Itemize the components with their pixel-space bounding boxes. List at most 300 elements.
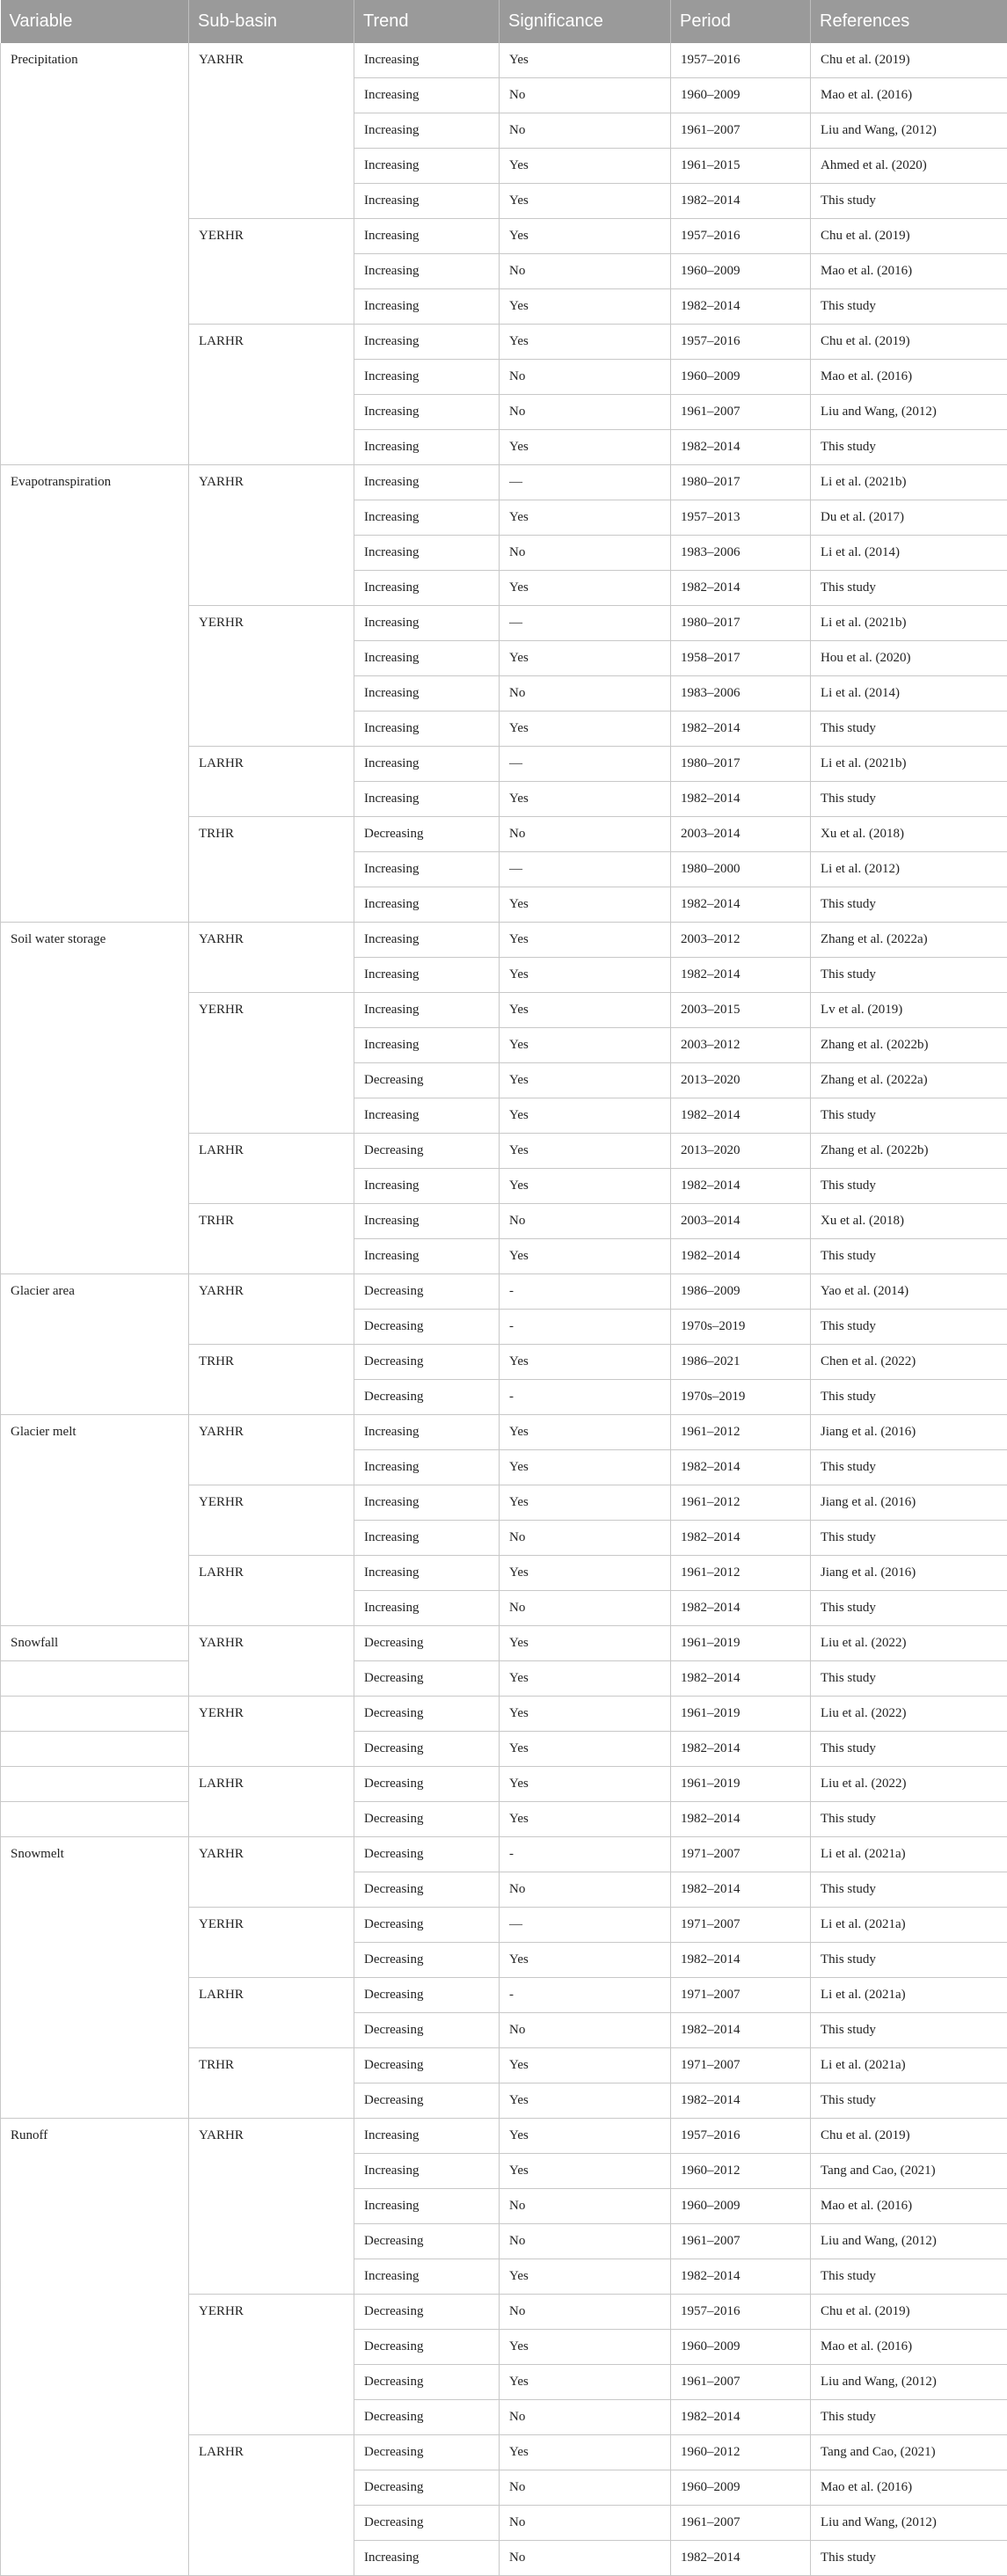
significance-cell: Yes bbox=[500, 1450, 671, 1485]
header-references: References bbox=[811, 0, 1007, 43]
reference-cell: Chu et al. (2019) bbox=[811, 2295, 1007, 2330]
period-cell: 1961–2007 bbox=[671, 395, 811, 430]
significance-cell: No bbox=[500, 2295, 671, 2330]
trend-cell: Decreasing bbox=[354, 1134, 500, 1169]
significance-cell: Yes bbox=[500, 2259, 671, 2295]
reference-cell: This study bbox=[811, 289, 1007, 325]
trend-cell: Decreasing bbox=[354, 1767, 500, 1802]
reference-cell: This study bbox=[811, 712, 1007, 747]
variable-cell: Precipitation bbox=[1, 43, 189, 465]
reference-cell: This study bbox=[811, 1872, 1007, 1908]
reference-cell: Zhang et al. (2022a) bbox=[811, 923, 1007, 958]
trend-cell: Increasing bbox=[354, 113, 500, 149]
period-cell: 1982–2014 bbox=[671, 887, 811, 923]
significance-cell: — bbox=[500, 465, 671, 500]
reference-cell: Liu et al. (2022) bbox=[811, 1697, 1007, 1732]
significance-cell: No bbox=[500, 817, 671, 852]
reference-cell: Mao et al. (2016) bbox=[811, 360, 1007, 395]
reference-cell: Du et al. (2017) bbox=[811, 500, 1007, 536]
trend-cell: Increasing bbox=[354, 923, 500, 958]
significance-cell: - bbox=[500, 1310, 671, 1345]
period-cell: 2003–2012 bbox=[671, 1028, 811, 1063]
period-cell: 1982–2014 bbox=[671, 289, 811, 325]
reference-cell: Li et al. (2014) bbox=[811, 536, 1007, 571]
trend-cell: Decreasing bbox=[354, 2013, 500, 2048]
significance-cell: Yes bbox=[500, 1028, 671, 1063]
variable-cell: Runoff bbox=[1, 2119, 189, 2576]
reference-cell: This study bbox=[811, 1591, 1007, 1626]
trend-cell: Decreasing bbox=[354, 2224, 500, 2259]
trend-cell: Increasing bbox=[354, 747, 500, 782]
period-cell: 2013–2020 bbox=[671, 1063, 811, 1098]
trend-cell: Increasing bbox=[354, 2119, 500, 2154]
reference-cell: This study bbox=[811, 1802, 1007, 1837]
reference-cell: Li et al. (2021a) bbox=[811, 1908, 1007, 1943]
sub-basin-cell: YERHR bbox=[189, 1908, 354, 1978]
reference-cell: Chu et al. (2019) bbox=[811, 219, 1007, 254]
sub-basin-cell: LARHR bbox=[189, 1978, 354, 2048]
reference-cell: Xu et al. (2018) bbox=[811, 817, 1007, 852]
significance-cell: No bbox=[500, 2013, 671, 2048]
significance-cell: Yes bbox=[500, 500, 671, 536]
period-cell: 1982–2014 bbox=[671, 571, 811, 606]
period-cell: 1982–2014 bbox=[671, 1802, 811, 1837]
trend-cell: Decreasing bbox=[354, 1943, 500, 1978]
trend-cell: Increasing bbox=[354, 1098, 500, 1134]
significance-cell: Yes bbox=[500, 1169, 671, 1204]
variable-cell: Glacier melt bbox=[1, 1415, 189, 1626]
significance-cell: Yes bbox=[500, 923, 671, 958]
reference-cell: Xu et al. (2018) bbox=[811, 1204, 1007, 1239]
significance-cell: Yes bbox=[500, 641, 671, 676]
reference-cell: Liu and Wang, (2012) bbox=[811, 2365, 1007, 2400]
reference-cell: Li et al. (2021b) bbox=[811, 747, 1007, 782]
trend-cell: Decreasing bbox=[354, 1978, 500, 2013]
significance-cell: Yes bbox=[500, 184, 671, 219]
significance-cell: Yes bbox=[500, 1485, 671, 1521]
reference-cell: Zhang et al. (2022b) bbox=[811, 1134, 1007, 1169]
significance-cell: No bbox=[500, 78, 671, 113]
significance-cell: Yes bbox=[500, 1802, 671, 1837]
period-cell: 2003–2014 bbox=[671, 1204, 811, 1239]
header-period: Period bbox=[671, 0, 811, 43]
sub-basin-cell: YARHR bbox=[189, 1415, 354, 1485]
variable-cell: Evapotranspiration bbox=[1, 465, 189, 923]
reference-cell: Liu and Wang, (2012) bbox=[811, 395, 1007, 430]
significance-cell: No bbox=[500, 2541, 671, 2576]
significance-cell: Yes bbox=[500, 1063, 671, 1098]
period-cell: 1982–2014 bbox=[671, 1098, 811, 1134]
reference-cell: This study bbox=[811, 1239, 1007, 1274]
reference-cell: Jiang et al. (2016) bbox=[811, 1485, 1007, 1521]
sub-basin-cell: YARHR bbox=[189, 1626, 354, 1697]
sub-basin-cell: TRHR bbox=[189, 817, 354, 923]
reference-cell: Tang and Cao, (2021) bbox=[811, 2435, 1007, 2470]
period-cell: 1982–2014 bbox=[671, 1872, 811, 1908]
trend-cell: Decreasing bbox=[354, 1732, 500, 1767]
reference-cell: Hou et al. (2020) bbox=[811, 641, 1007, 676]
trend-cell: Increasing bbox=[354, 219, 500, 254]
period-cell: 1958–2017 bbox=[671, 641, 811, 676]
significance-cell: Yes bbox=[500, 219, 671, 254]
trend-cell: Decreasing bbox=[354, 817, 500, 852]
trend-cell: Increasing bbox=[354, 958, 500, 993]
significance-cell: Yes bbox=[500, 289, 671, 325]
header-sub-basin: Sub-basin bbox=[189, 0, 354, 43]
trend-cell: Increasing bbox=[354, 2189, 500, 2224]
reference-cell: This study bbox=[811, 1169, 1007, 1204]
variable-cell-empty bbox=[1, 1661, 189, 1697]
sub-basin-cell: LARHR bbox=[189, 1556, 354, 1626]
significance-cell: Yes bbox=[500, 958, 671, 993]
period-cell: 1983–2006 bbox=[671, 676, 811, 712]
reference-cell: Liu and Wang, (2012) bbox=[811, 2224, 1007, 2259]
period-cell: 1971–2007 bbox=[671, 1908, 811, 1943]
variable-cell-empty bbox=[1, 1767, 189, 1802]
trend-cell: Decreasing bbox=[354, 2435, 500, 2470]
period-cell: 1982–2014 bbox=[671, 1450, 811, 1485]
period-cell: 1961–2012 bbox=[671, 1485, 811, 1521]
period-cell: 1961–2007 bbox=[671, 2365, 811, 2400]
significance-cell: No bbox=[500, 1204, 671, 1239]
trend-cell: Increasing bbox=[354, 1239, 500, 1274]
period-cell: 1982–2014 bbox=[671, 712, 811, 747]
trend-cell: Decreasing bbox=[354, 1380, 500, 1415]
significance-cell: No bbox=[500, 1872, 671, 1908]
table-row bbox=[1, 1661, 1007, 1697]
period-cell: 1982–2014 bbox=[671, 1661, 811, 1697]
significance-cell: - bbox=[500, 1978, 671, 2013]
table-row bbox=[1, 923, 1007, 958]
significance-cell: Yes bbox=[500, 430, 671, 465]
trend-cell: Decreasing bbox=[354, 1063, 500, 1098]
significance-cell: Yes bbox=[500, 2083, 671, 2119]
reference-cell: This study bbox=[811, 1521, 1007, 1556]
table-row bbox=[1, 1837, 1007, 1872]
reference-cell: This study bbox=[811, 1450, 1007, 1485]
reference-cell: Mao et al. (2016) bbox=[811, 2470, 1007, 2506]
trend-cell: Increasing bbox=[354, 465, 500, 500]
significance-cell: No bbox=[500, 536, 671, 571]
period-cell: 1960–2009 bbox=[671, 2330, 811, 2365]
trend-cell: Increasing bbox=[354, 782, 500, 817]
period-cell: 1980–2000 bbox=[671, 852, 811, 887]
reference-cell: Zhang et al. (2022a) bbox=[811, 1063, 1007, 1098]
period-cell: 1960–2009 bbox=[671, 254, 811, 289]
table-row bbox=[1, 1626, 1007, 1661]
period-cell: 1960–2009 bbox=[671, 2189, 811, 2224]
significance-cell: Yes bbox=[500, 325, 671, 360]
significance-cell: No bbox=[500, 254, 671, 289]
trend-cell: Decreasing bbox=[354, 1697, 500, 1732]
significance-cell: No bbox=[500, 2224, 671, 2259]
reference-cell: Li et al. (2021a) bbox=[811, 2048, 1007, 2083]
period-cell: 1970s–2019 bbox=[671, 1310, 811, 1345]
period-cell: 2013–2020 bbox=[671, 1134, 811, 1169]
variable-cell-empty bbox=[1, 1732, 189, 1767]
period-cell: 1961–2007 bbox=[671, 2506, 811, 2541]
reference-cell: This study bbox=[811, 1098, 1007, 1134]
trend-cell: Decreasing bbox=[354, 2470, 500, 2506]
trend-cell: Increasing bbox=[354, 360, 500, 395]
period-cell: 1986–2009 bbox=[671, 1274, 811, 1310]
sub-basin-cell: YARHR bbox=[189, 1837, 354, 1908]
significance-cell: Yes bbox=[500, 1556, 671, 1591]
trend-cell: Increasing bbox=[354, 1415, 500, 1450]
period-cell: 1961–2012 bbox=[671, 1415, 811, 1450]
significance-cell: Yes bbox=[500, 993, 671, 1028]
significance-cell: Yes bbox=[500, 1415, 671, 1450]
period-cell: 1960–2009 bbox=[671, 78, 811, 113]
reference-cell: Jiang et al. (2016) bbox=[811, 1415, 1007, 1450]
period-cell: 2003–2015 bbox=[671, 993, 811, 1028]
significance-cell: Yes bbox=[500, 571, 671, 606]
period-cell: 1960–2012 bbox=[671, 2154, 811, 2189]
significance-cell: Yes bbox=[500, 1732, 671, 1767]
trend-cell: Increasing bbox=[354, 78, 500, 113]
trend-cell: Decreasing bbox=[354, 1837, 500, 1872]
trend-cell: Decreasing bbox=[354, 2365, 500, 2400]
sub-basin-cell: YARHR bbox=[189, 2119, 354, 2295]
reference-cell: Mao et al. (2016) bbox=[811, 78, 1007, 113]
period-cell: 1982–2014 bbox=[671, 2013, 811, 2048]
significance-cell: — bbox=[500, 1908, 671, 1943]
significance-cell: Yes bbox=[500, 1134, 671, 1169]
trend-cell: Decreasing bbox=[354, 2295, 500, 2330]
sub-basin-cell: LARHR bbox=[189, 1767, 354, 1837]
significance-cell: No bbox=[500, 676, 671, 712]
significance-cell: Yes bbox=[500, 1943, 671, 1978]
period-cell: 1982–2014 bbox=[671, 2083, 811, 2119]
sub-basin-cell: LARHR bbox=[189, 1134, 354, 1204]
period-cell: 1961–2019 bbox=[671, 1626, 811, 1661]
trend-cell: Increasing bbox=[354, 1204, 500, 1239]
sub-basin-cell: LARHR bbox=[189, 325, 354, 465]
table-header bbox=[1, 0, 1007, 43]
period-cell: 1980–2017 bbox=[671, 465, 811, 500]
reference-cell: Ahmed et al. (2020) bbox=[811, 149, 1007, 184]
header-row bbox=[1, 0, 1007, 43]
trend-cell: Decreasing bbox=[354, 1872, 500, 1908]
period-cell: 1982–2014 bbox=[671, 782, 811, 817]
period-cell: 1982–2014 bbox=[671, 2259, 811, 2295]
table-body bbox=[1, 43, 1007, 2576]
period-cell: 1960–2009 bbox=[671, 2470, 811, 2506]
reference-cell: Chen et al. (2022) bbox=[811, 1345, 1007, 1380]
significance-cell: Yes bbox=[500, 1098, 671, 1134]
trend-cell: Decreasing bbox=[354, 2506, 500, 2541]
sub-basin-cell: TRHR bbox=[189, 1204, 354, 1274]
trend-cell: Decreasing bbox=[354, 1626, 500, 1661]
reference-cell: This study bbox=[811, 1661, 1007, 1697]
period-cell: 1982–2014 bbox=[671, 1943, 811, 1978]
reference-cell: Li et al. (2021b) bbox=[811, 465, 1007, 500]
significance-cell: No bbox=[500, 395, 671, 430]
period-cell: 1971–2007 bbox=[671, 2048, 811, 2083]
trend-cell: Increasing bbox=[354, 1485, 500, 1521]
variable-cell: Glacier area bbox=[1, 1274, 189, 1415]
trend-cell: Increasing bbox=[354, 1521, 500, 1556]
sub-basin-cell: YARHR bbox=[189, 465, 354, 606]
significance-cell: Yes bbox=[500, 2048, 671, 2083]
reference-cell: Liu and Wang, (2012) bbox=[811, 113, 1007, 149]
significance-cell: Yes bbox=[500, 1767, 671, 1802]
period-cell: 1980–2017 bbox=[671, 747, 811, 782]
trend-cell: Increasing bbox=[354, 149, 500, 184]
significance-cell: — bbox=[500, 852, 671, 887]
significance-cell: Yes bbox=[500, 149, 671, 184]
reference-cell: Zhang et al. (2022b) bbox=[811, 1028, 1007, 1063]
variable-cell: Snowfall bbox=[1, 1626, 189, 1661]
reference-cell: Mao et al. (2016) bbox=[811, 254, 1007, 289]
header-significance: Significance bbox=[500, 0, 671, 43]
sub-basin-cell: YERHR bbox=[189, 606, 354, 747]
significance-cell: Yes bbox=[500, 2119, 671, 2154]
period-cell: 1957–2016 bbox=[671, 43, 811, 78]
period-cell: 1982–2014 bbox=[671, 2400, 811, 2435]
trend-cell: Decreasing bbox=[354, 1274, 500, 1310]
sub-basin-cell: LARHR bbox=[189, 2435, 354, 2576]
trend-cell: Increasing bbox=[354, 571, 500, 606]
significance-cell: Yes bbox=[500, 2365, 671, 2400]
trend-cell: Increasing bbox=[354, 325, 500, 360]
sub-basin-cell: LARHR bbox=[189, 747, 354, 817]
trend-cell: Increasing bbox=[354, 641, 500, 676]
significance-cell: Yes bbox=[500, 2330, 671, 2365]
reference-cell: Liu and Wang, (2012) bbox=[811, 2506, 1007, 2541]
significance-cell: Yes bbox=[500, 1345, 671, 1380]
significance-cell: - bbox=[500, 1274, 671, 1310]
variable-cell: Snowmelt bbox=[1, 1837, 189, 2119]
reference-cell: Jiang et al. (2016) bbox=[811, 1556, 1007, 1591]
table-row bbox=[1, 1697, 1007, 1732]
trend-cell: Increasing bbox=[354, 712, 500, 747]
significance-cell: Yes bbox=[500, 712, 671, 747]
trend-cell: Increasing bbox=[354, 1028, 500, 1063]
significance-cell: - bbox=[500, 1837, 671, 1872]
reference-cell: This study bbox=[811, 2013, 1007, 2048]
header-trend: Trend bbox=[354, 0, 500, 43]
sub-basin-cell: TRHR bbox=[189, 1345, 354, 1415]
reference-cell: This study bbox=[811, 2400, 1007, 2435]
trend-cell: Decreasing bbox=[354, 1802, 500, 1837]
reference-cell: This study bbox=[811, 2083, 1007, 2119]
significance-cell: No bbox=[500, 1521, 671, 1556]
period-cell: 1986–2021 bbox=[671, 1345, 811, 1380]
significance-cell: No bbox=[500, 360, 671, 395]
variable-cell: Soil water storage bbox=[1, 923, 189, 1274]
trend-cell: Increasing bbox=[354, 536, 500, 571]
period-cell: 1960–2009 bbox=[671, 360, 811, 395]
reference-cell: This study bbox=[811, 430, 1007, 465]
reference-cell: This study bbox=[811, 1943, 1007, 1978]
significance-cell: — bbox=[500, 747, 671, 782]
period-cell: 1957–2016 bbox=[671, 219, 811, 254]
trend-cell: Decreasing bbox=[354, 2048, 500, 2083]
trend-cell: Increasing bbox=[354, 606, 500, 641]
reference-cell: Chu et al. (2019) bbox=[811, 43, 1007, 78]
significance-cell: - bbox=[500, 1380, 671, 1415]
table-row bbox=[1, 1767, 1007, 1802]
reference-cell: Mao et al. (2016) bbox=[811, 2330, 1007, 2365]
period-cell: 1982–2014 bbox=[671, 1591, 811, 1626]
period-cell: 1961–2015 bbox=[671, 149, 811, 184]
reference-cell: This study bbox=[811, 184, 1007, 219]
reference-cell: This study bbox=[811, 1380, 1007, 1415]
reference-cell: Chu et al. (2019) bbox=[811, 2119, 1007, 2154]
table-row bbox=[1, 1802, 1007, 1837]
significance-cell: Yes bbox=[500, 782, 671, 817]
sub-basin-cell: YERHR bbox=[189, 219, 354, 325]
significance-cell: Yes bbox=[500, 43, 671, 78]
reference-cell: This study bbox=[811, 958, 1007, 993]
table-row bbox=[1, 1415, 1007, 1450]
table-row bbox=[1, 1732, 1007, 1767]
sub-basin-cell: YERHR bbox=[189, 1485, 354, 1556]
reference-cell: This study bbox=[811, 782, 1007, 817]
period-cell: 1961–2012 bbox=[671, 1556, 811, 1591]
period-cell: 1982–2014 bbox=[671, 1169, 811, 1204]
table-row bbox=[1, 2119, 1007, 2154]
period-cell: 1961–2019 bbox=[671, 1767, 811, 1802]
period-cell: 1961–2007 bbox=[671, 2224, 811, 2259]
trend-cell: Increasing bbox=[354, 1450, 500, 1485]
trend-cell: Increasing bbox=[354, 993, 500, 1028]
reference-cell: Li et al. (2021a) bbox=[811, 1978, 1007, 2013]
reference-cell: Chu et al. (2019) bbox=[811, 325, 1007, 360]
significance-cell: Yes bbox=[500, 1661, 671, 1697]
reference-cell: Liu et al. (2022) bbox=[811, 1626, 1007, 1661]
period-cell: 1957–2013 bbox=[671, 500, 811, 536]
period-cell: 1961–2007 bbox=[671, 113, 811, 149]
trend-cell: Increasing bbox=[354, 2259, 500, 2295]
significance-cell: Yes bbox=[500, 1626, 671, 1661]
trend-cell: Increasing bbox=[354, 500, 500, 536]
reference-cell: Yao et al. (2014) bbox=[811, 1274, 1007, 1310]
period-cell: 1982–2014 bbox=[671, 184, 811, 219]
significance-cell: Yes bbox=[500, 1697, 671, 1732]
sub-basin-cell: YARHR bbox=[189, 1274, 354, 1345]
variable-cell-empty bbox=[1, 1697, 189, 1732]
trend-cell: Increasing bbox=[354, 289, 500, 325]
significance-cell: No bbox=[500, 2470, 671, 2506]
period-cell: 2003–2014 bbox=[671, 817, 811, 852]
significance-cell: Yes bbox=[500, 2154, 671, 2189]
period-cell: 1970s–2019 bbox=[671, 1380, 811, 1415]
sub-basin-cell: TRHR bbox=[189, 2048, 354, 2119]
trend-cell: Increasing bbox=[354, 2154, 500, 2189]
reference-cell: Lv et al. (2019) bbox=[811, 993, 1007, 1028]
table-row bbox=[1, 43, 1007, 78]
period-cell: 1957–2016 bbox=[671, 2295, 811, 2330]
reference-cell: Li et al. (2021a) bbox=[811, 1837, 1007, 1872]
trend-cell: Decreasing bbox=[354, 1661, 500, 1697]
period-cell: 2003–2012 bbox=[671, 923, 811, 958]
reference-cell: Li et al. (2014) bbox=[811, 676, 1007, 712]
period-cell: 1971–2007 bbox=[671, 1837, 811, 1872]
table-row bbox=[1, 1274, 1007, 1310]
sub-basin-cell: YERHR bbox=[189, 2295, 354, 2435]
significance-cell: Yes bbox=[500, 1239, 671, 1274]
sub-basin-cell: YERHR bbox=[189, 1697, 354, 1767]
period-cell: 1957–2016 bbox=[671, 2119, 811, 2154]
significance-cell: No bbox=[500, 1591, 671, 1626]
reference-cell: Li et al. (2021b) bbox=[811, 606, 1007, 641]
sub-basin-cell: YARHR bbox=[189, 43, 354, 219]
reference-cell: This study bbox=[811, 887, 1007, 923]
reference-cell: Li et al. (2012) bbox=[811, 852, 1007, 887]
period-cell: 1957–2016 bbox=[671, 325, 811, 360]
